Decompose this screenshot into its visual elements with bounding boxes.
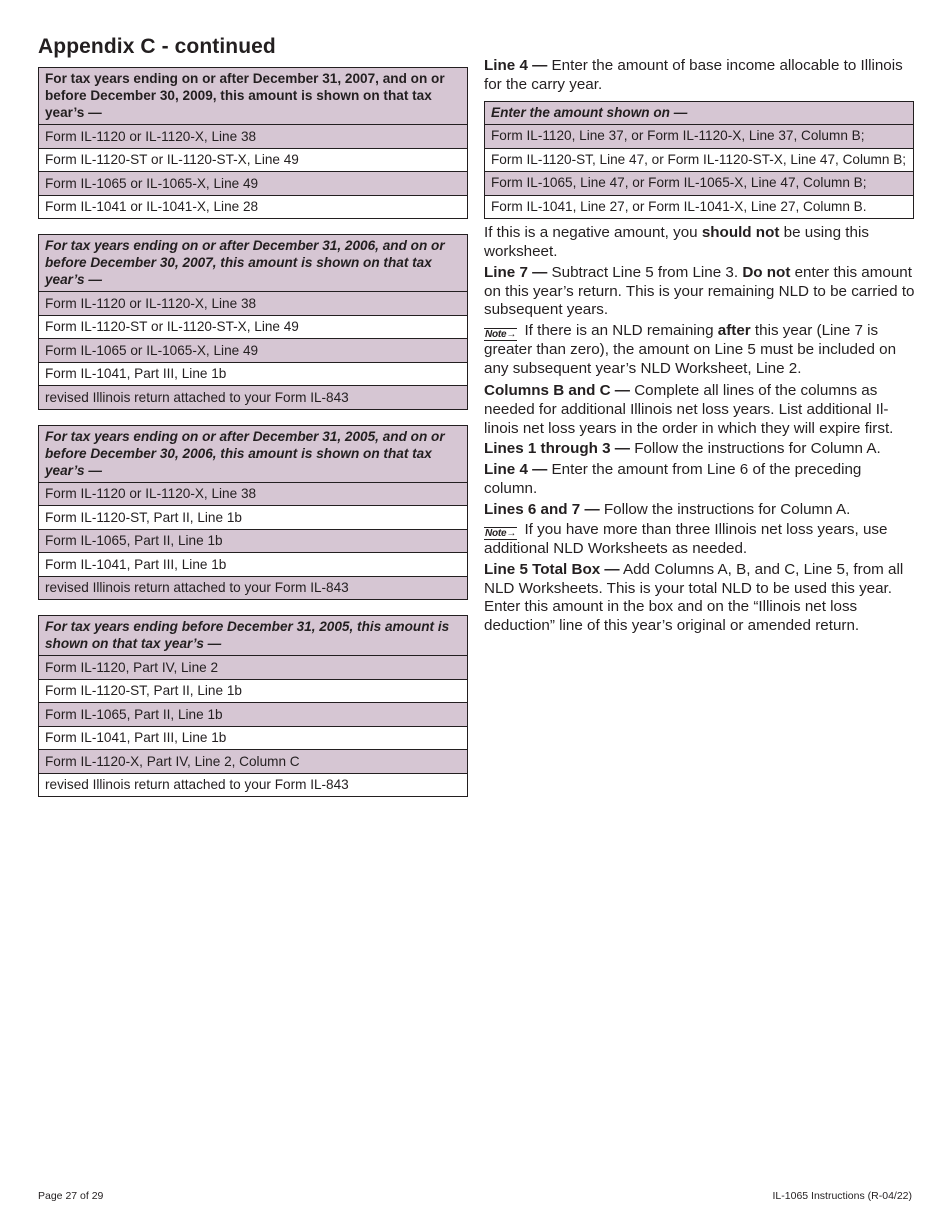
note-2-text: If you have more than three Illinois net loss years, use additional NLD Worksheets as needed. bbox=[484, 521, 888, 558]
note-nld-remaining bbox=[484, 322, 916, 378]
table-header: For tax years ending on or after December 31, 2007, and on or before December 30, 2009, this amount is shown on that tax year’s — bbox=[39, 68, 467, 125]
table-row: Form IL-1065, Part II, Line 1b bbox=[39, 530, 467, 554]
line-5-total-text: Add Columns A, B, and C, Line 5, from all NLD Worksheets. This is your total NLD to be used this year. Enter this amount in the box and on the “Illinois net loss deduction” line of this year’s original or amended return. bbox=[484, 560, 904, 635]
left-column bbox=[38, 67, 468, 812]
page-title: Appendix C - continued bbox=[38, 35, 276, 58]
table-row: Form IL-1120, Line 37, or Form IL-1120-X, Line 37, Column B; bbox=[485, 125, 913, 149]
table-row: revised Illinois return attached to your Form IL-843 bbox=[39, 386, 467, 409]
line-7-text-post: enter this amount on this year’s return. This is your remaining NLD to be carried to subsequent years. bbox=[484, 263, 915, 319]
table-row: revised Illinois return attached to your Form IL-843 bbox=[39, 577, 467, 600]
negative-text-pre: If this is a negative amount, you bbox=[484, 224, 702, 242]
table-before-2005 bbox=[38, 615, 468, 797]
table-row: Form IL-1065, Part II, Line 1b bbox=[39, 703, 467, 727]
line-5-total-label: Line 5 Total Box — bbox=[484, 560, 620, 578]
line-7-instruction bbox=[484, 264, 916, 320]
table-header: Enter the amount shown on — bbox=[485, 102, 913, 125]
table-row: Form IL-1120-X, Part IV, Line 2, Column C bbox=[39, 750, 467, 774]
table-row: revised Illinois return attached to your Form IL-843 bbox=[45, 777, 349, 792]
negative-text-post: be using this worksheet. bbox=[484, 224, 869, 261]
table-row: Form IL-1120-ST, Part II, Line 1b bbox=[39, 680, 467, 704]
table-row: Form IL-1041, Part III, Line 1b bbox=[39, 727, 467, 751]
table-row: Form IL-1120, Part IV, Line 2 bbox=[39, 656, 467, 680]
note-arrow-icon: Note→ bbox=[485, 328, 517, 340]
table-header: For tax years ending on or after December 31, 2005, and on or before December 30, 2006, this amount is shown on that tax year’s — bbox=[39, 426, 467, 483]
do-not-emphasis: Do not bbox=[742, 263, 791, 281]
should-not-emphasis: should not bbox=[701, 224, 780, 242]
table-row: Form IL-1065 or IL-1065-X, Line 49 bbox=[39, 339, 467, 363]
table-row: Form IL-1041, Part III, Line 1b bbox=[39, 553, 467, 577]
table-row: Form IL-1120-ST or IL-1120-ST-X, Line 49 bbox=[39, 316, 467, 340]
line-4b-label: Line 4 — bbox=[484, 461, 548, 479]
page-number: Page 27 of 29 bbox=[38, 1190, 104, 1202]
note-icon-label: Note bbox=[485, 328, 507, 340]
table-row: Form IL-1041, Part III, Line 1b bbox=[39, 363, 467, 387]
table-2006-2007 bbox=[38, 234, 468, 410]
lines-6-7-text: Follow the instructions for Column A. bbox=[599, 500, 851, 518]
form-revision: IL-1065 Instructions (R-04/22) bbox=[772, 1190, 912, 1202]
note-1-text-pre: If there is an NLD remaining bbox=[520, 321, 718, 339]
line-4b-text: Enter the amount from Line 6 of the preceding column. bbox=[484, 461, 862, 497]
line-4-label: Line 4 — bbox=[484, 57, 548, 74]
lines-1-3-instruction bbox=[484, 440, 916, 459]
table-row: Form IL-1120-ST or IL-1120-ST-X, Line 49 bbox=[39, 149, 467, 173]
table-header: For tax years ending before December 31, 2005, this amount is shown on that tax year’s — bbox=[39, 616, 467, 656]
line-4-instruction bbox=[484, 57, 916, 94]
lines-6-7-instruction bbox=[484, 501, 916, 520]
after-emphasis: after bbox=[717, 321, 751, 339]
negative-amount-note bbox=[484, 224, 916, 261]
table-header: For tax years ending on or after December 31, 2006, and on or before December 30, 2007, this amount is shown on that tax year’s — bbox=[39, 235, 467, 292]
line-4-text: Enter the amount of base income allocable to Illinois for the carry year. bbox=[484, 57, 903, 93]
table-row: Form IL-1041 or IL-1041-X, Line 28 bbox=[45, 199, 259, 214]
right-column bbox=[484, 57, 916, 638]
table-row: Form IL-1041, Line 27, or Form IL-1041-X, Line 27, Column B. bbox=[491, 198, 867, 214]
note-arrow-icon: Note→ bbox=[485, 528, 517, 540]
note-1-text-post: this year (Line 7 is greater than zero), the amount on Line 5 must be included on any subsequent year’s NLD Worksheet, Line 2. bbox=[484, 321, 897, 377]
columns-b-c-text: Complete all lines of the columns as needed for additional Illinois net loss years. List additional Il-linois net loss years in the order in which they will expire first. bbox=[484, 382, 894, 437]
line-4b-instruction bbox=[484, 461, 916, 498]
table-row: Form IL-1120 or IL-1120-X, Line 38 bbox=[39, 292, 467, 316]
lines-6-7-label: Lines 6 and 7 — bbox=[484, 500, 600, 518]
lines-1-3-text: Follow the instructions for Column A. bbox=[629, 440, 881, 458]
table-row: Form IL-1120-ST, Part II, Line 1b bbox=[39, 506, 467, 530]
table-2007-2009 bbox=[38, 67, 468, 219]
line-7-text-pre: Subtract Line 5 from Line 3. bbox=[547, 263, 743, 281]
table-row: Form IL-1120 or IL-1120-X, Line 38 bbox=[39, 483, 467, 507]
table-row: Form IL-1120-ST, Line 47, or Form IL-1120-ST-X, Line 47, Column B; bbox=[485, 149, 913, 173]
table-row: Form IL-1065 or IL-1065-X, Line 49 bbox=[39, 172, 467, 196]
table-row: Form IL-1120 or IL-1120-X, Line 38 bbox=[39, 125, 467, 149]
note-additional-worksheets bbox=[484, 521, 916, 559]
line-5-total-instruction bbox=[484, 561, 916, 636]
line-7-label: Line 7 — bbox=[484, 263, 548, 281]
note-icon-label: Note bbox=[485, 528, 507, 540]
table-2005-2006 bbox=[38, 425, 468, 601]
table-row: Form IL-1065, Line 47, or Form IL-1065-X, Line 47, Column B; bbox=[485, 172, 913, 196]
columns-b-c-instruction bbox=[484, 382, 916, 438]
amount-shown-table bbox=[484, 101, 914, 219]
columns-b-c-label: Columns B and C — bbox=[484, 382, 630, 400]
lines-1-3-label: Lines 1 through 3 — bbox=[484, 440, 630, 458]
